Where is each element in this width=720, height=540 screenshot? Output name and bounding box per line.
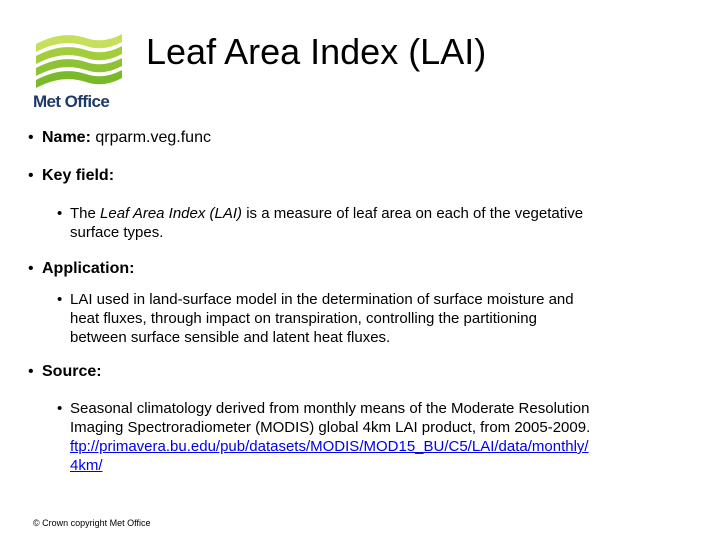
page-title: Leaf Area Index (LAI) [146,31,487,72]
bullet-label: Name: [42,129,91,146]
bullet-label: Key field: [42,167,115,184]
ftp-link[interactable]: ftp://primavera.bu.edu/pub/datasets/MODIS/MOD15_BU/C5/LAI/data/monthly/ [70,438,589,455]
bullet-name [42,128,211,148]
sub-bullet-line: • The Leaf Area Index (LAI) is a measure of leaf area on each of the vegetative [70,205,584,222]
met-office-logo [30,28,130,116]
sub-bullet-line: heat fluxes, through impact on transpiration, controlling the partitioning [70,310,537,327]
sub-bullet-line: Imaging Spectroradiometer (MODIS) global 4km LAI product, from 2005-2009. [70,419,591,436]
bullet-label: Source: [42,363,102,380]
ftp-link-continued[interactable]: 4km/ [70,457,103,474]
sub-bullet-line: • LAI used in land-surface model in the determination of surface moisture and [70,291,574,308]
footer-copyright: © Crown copyright Met Office [33,518,151,528]
sub-bullet-source [70,399,590,475]
sub-bullet-key-field [70,204,583,242]
sub-bullet-line: surface types. [70,224,164,241]
logo-text: Met Office [33,92,110,111]
sub-bullet-application [70,290,574,347]
bullet-value: qrparm.veg.func [95,129,211,146]
sub-bullet-line: • Seasonal climatology derived from monthly means of the Moderate Resolution [70,400,590,417]
sub-bullet-line: between surface sensible and latent heat fluxes. [70,329,391,346]
leaf-stripes-icon [34,28,124,90]
emphasis-term: Leaf Area Index (LAI) [100,205,243,222]
bullet-application [42,259,134,279]
bullet-key-field [42,166,114,186]
bullet-label: Application: [42,260,135,277]
bullet-source [42,362,102,382]
logo-stripe [36,70,122,88]
